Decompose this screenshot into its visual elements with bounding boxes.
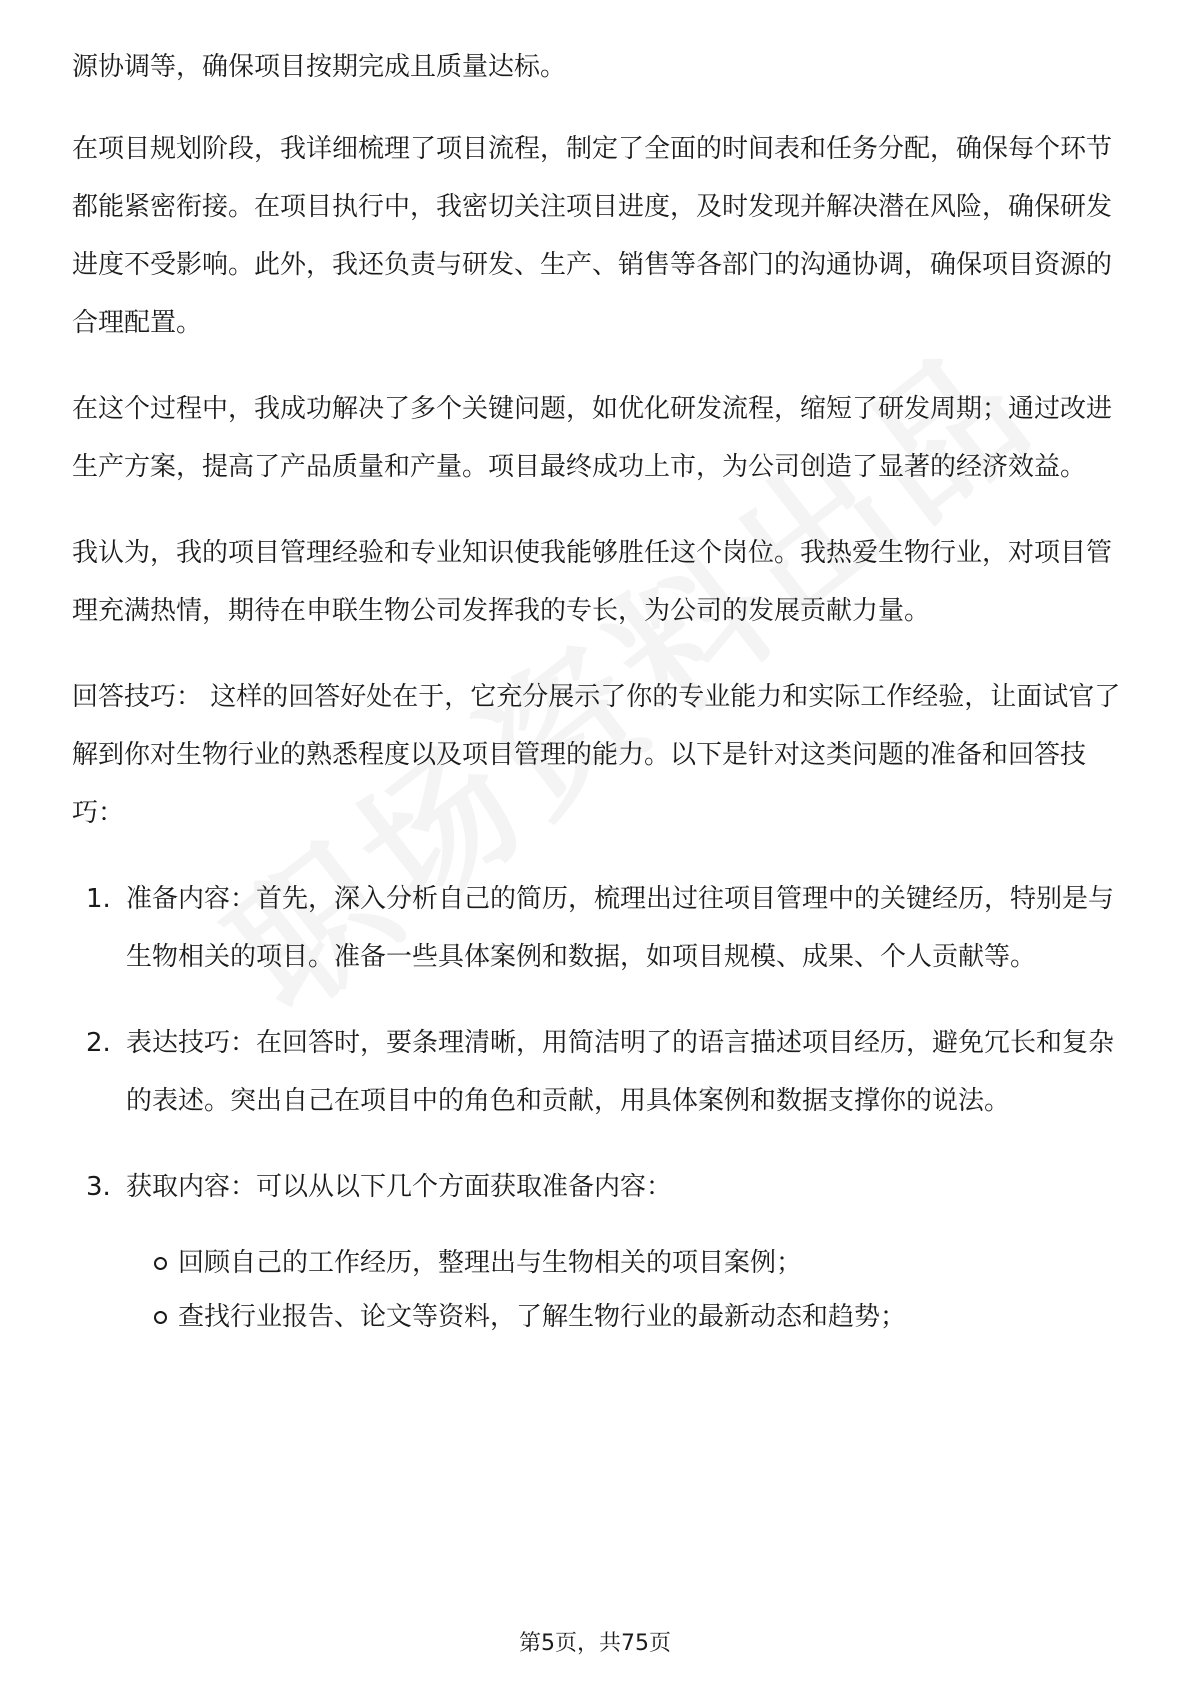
list-number: 1. (86, 884, 111, 914)
sublist-item (126, 1290, 1122, 1344)
list-number: 2. (86, 1028, 111, 1058)
paragraph-continuation: 源协调等，确保项目按期完成且质量达标。 (72, 52, 567, 82)
paragraph-results: 在这个过程中，我成功解决了多个关键问题，如优化研发流程，缩短了研发周期；通过改进生产方案，提高了产品质量和产量。项目最终成功上市，为公司创造了显著的经济效益。 (72, 394, 1113, 482)
list-item (72, 1158, 1122, 1344)
paragraph-motivation: 我认为，我的项目管理经验和专业知识使我能够胜任这个岗位。我热爱生物行业，对项目管理充满热情，期待在申联生物公司发挥我的专长，为公司的发展贡献力量。 (72, 538, 1113, 626)
paragraph-answer-tips: 回答技巧： 这样的回答好处在于，它充分展示了你的专业能力和实际工作经验，让面试官了解到你对生物行业的熟悉程度以及项目管理的能力。以下是针对这类问题的准备和回答技巧： (72, 682, 1121, 828)
tips-list (72, 870, 1122, 1344)
circle-bullet-icon (154, 1257, 167, 1270)
sublist-item-text: 查找行业报告、论文等资料，了解生物行业的最新动态和趋势； (178, 1302, 907, 1332)
list-item-text: 获取内容：可以从以下几个方面获取准备内容： (126, 1172, 673, 1202)
sublist-item (126, 1236, 1122, 1290)
sublist-item-text: 回顾自己的工作经历，整理出与生物相关的项目案例； (178, 1248, 803, 1278)
page-footer: 第5页，共75页 (519, 1631, 671, 1656)
document-body (72, 38, 1122, 1372)
sources-sublist (126, 1236, 1122, 1344)
list-number: 3. (86, 1172, 111, 1202)
list-item-text: 表达技巧：在回答时，要条理清晰，用简洁明了的语言描述项目经历，避免冗长和复杂的表述。突出自己在项目中的角色和贡献，用具体案例和数据支撑你的说法。 (126, 1028, 1115, 1116)
circle-bullet-icon (154, 1311, 167, 1324)
list-item (72, 870, 1122, 986)
list-item (72, 1014, 1122, 1130)
paragraph-planning: 在项目规划阶段，我详细梳理了项目流程，制定了全面的时间表和任务分配，确保每个环节都能紧密衔接。在项目执行中，我密切关注项目进度，及时发现并解决潜在风险，确保研发进度不受影响。此外，我还负责与研发、生产、销售等各部门的沟通协调，确保项目资源的合理配置。 (72, 134, 1113, 338)
list-item-text: 准备内容：首先，深入分析自己的简历，梳理出过往项目管理中的关键经历，特别是与生物相关的项目。准备一些具体案例和数据，如项目规模、成果、个人贡献等。 (126, 884, 1115, 972)
